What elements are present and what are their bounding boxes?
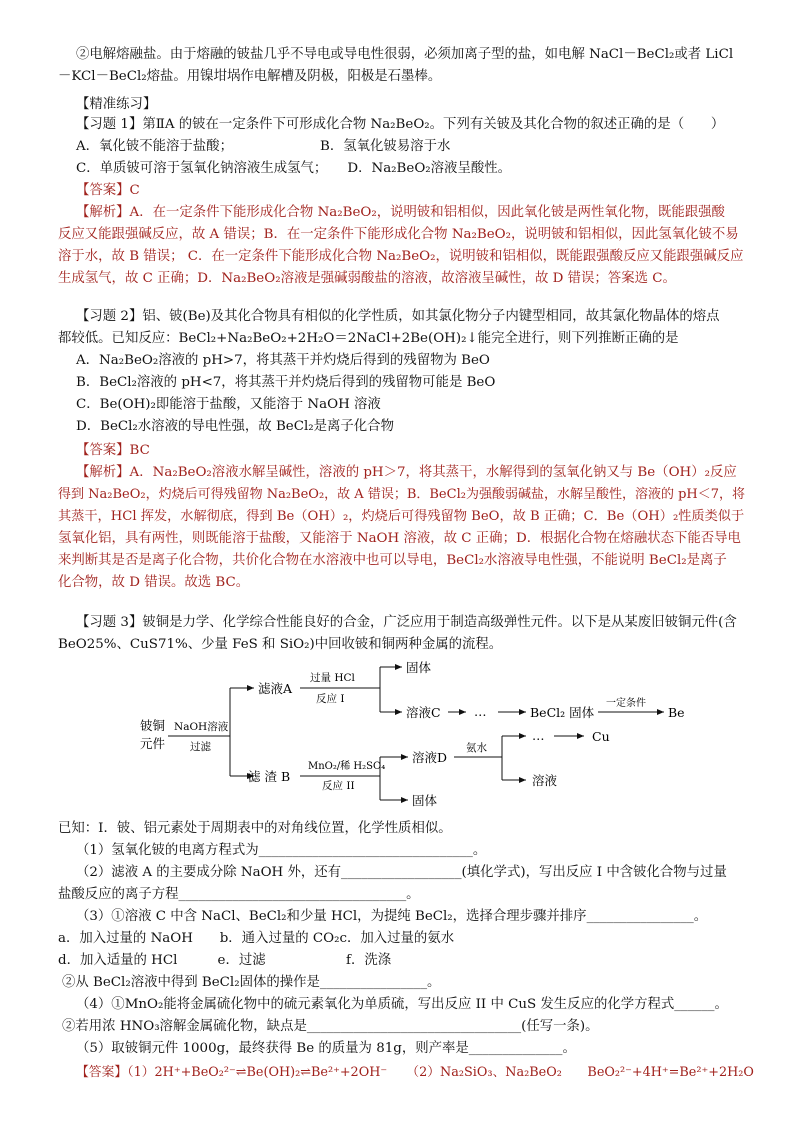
answer-text-line: 【答案】（1）2H⁺+BeO₂²⁻⇌Be(OH)₂⇌Be²⁺+2OH⁻ （2）Na₂SiO₃、Na₂BeO₂ BeO₂²⁻+4H⁺=Be²⁺+2H₂O (76, 1065, 754, 1080)
flow-solution-c: 溶液C (406, 705, 441, 720)
flow-reagent-1-bottom: 反应 I (316, 693, 345, 705)
question-text-line: （3）①溶液 C 中含 NaCl、BeCl₂和少量 HCl，为提纯 BeCl₂，选择合理步骤并排序________________。 (76, 909, 708, 924)
question-text-line: ②若用浓 HNO₃溶解金属硫化物，缺点是________________________________(任写一条)。 (62, 1019, 599, 1034)
flow-reagent-2-top: MnO₂/稀 H₂SO₄ (308, 761, 386, 772)
text-line: BeO25%、CuS71%、少量 FeS 和 SiO₂)中回收铍和铜两种金属的流程。 (58, 637, 503, 652)
answer-text-line: 【解析】A．在一定条件下能形成化合物 Na₂BeO₂，说明铍和铝相似，因此氧化铍是两性氧化物，既能跟强酸 (76, 205, 725, 220)
flow-filtrate-a: 滤液A (258, 681, 293, 696)
flow-reagent-2-bottom: 反应 II (322, 780, 355, 792)
flow-be: Be (668, 705, 685, 720)
answer-text-line: 氢氧化铝，具有两性，则既能溶于盐酸，又能溶于 NaOH 溶液，故 C 正确；D．根据化合物在熔融状态下能否导电 (58, 531, 741, 546)
flow-cu: Cu (592, 729, 610, 744)
flow-solution-d: 溶液D (412, 750, 448, 765)
answer-text-line: 得到 Na₂BeO₂，灼烧后可得残留物 Na₂BeO₂，故 A 错误；B．BeCl₂为强酸弱碱盐，水解呈酸性，溶液的 pH＜7，将 (58, 487, 746, 502)
answer-text-line: 其蒸干，HCl 挥发，水解彻底，得到 Be（OH）₂，灼烧后可得残留物 BeO，故 B 正确；C．Be（OH）₂性质类似于 (58, 509, 745, 524)
text-line: D．BeCl₂水溶液的导电性强，故 BeCl₂是离子化合物 (76, 419, 394, 434)
answer-text-line: 来判断其是否是离子化合物，共价化合物在水溶液中也可以导电，BeCl₂水溶液导电性强，不能说明 BeCl₂是离子 (58, 553, 727, 568)
answer-text-line: 化合物，故 D 错误。故选 BC。 (58, 575, 250, 590)
text-line: B．BeCl₂溶液的 pH<7，将其蒸干并灼烧后得到的残留物可能是 BeO (76, 375, 496, 390)
question-text-line: （4）①MnO₂能将金属硫化物中的硫元素氧化为单质硫，写出反应 II 中 CuS 发生反应的化学方程式______。 (76, 997, 728, 1012)
answer-text-line: 【解析】A．Na₂BeO₂溶液水解呈碱性，溶液的 pH＞7，将其蒸干，水解得到的氢氧化钠又与 Be（OH）₂反应 (76, 465, 737, 480)
flow-step1-bottom: 过滤 (190, 741, 211, 753)
question-text-line: 已知：I．铍、铝元素处于周期表中的对角线位置，化学性质相似。 (58, 821, 452, 836)
question-text-line: a．加入过量的 NaOH b．通入过量的 CO₂c．加入过量的氨水 (58, 931, 455, 946)
answer-text-line: 【答案】BC (76, 443, 150, 458)
flow-step1-top: NaOH溶液 (174, 721, 229, 733)
text-line: 【习题 1】第ⅡA 的铍在一定条件下可形成化合物 Na₂BeO₂。下列有关铍及其化合物的叙述正确的是（ ） (76, 117, 725, 132)
answer-text-line: 【答案】C (76, 183, 140, 198)
question-text-line: （5）取铍铜元件 1000g，最终获得 Be 的质量为 81g，则产率是______________。 (76, 1041, 576, 1056)
flow-solid-1: 固体 (406, 660, 432, 675)
question-text-line: （1）氢氧化铍的电离方程式为________________________________。 (76, 843, 487, 858)
text-line: 【习题 2】铝、铍(Be)及其化合物具有相似的化学性质，如其氯化物分子内键型相同，故其氯化物晶体的熔点 (76, 309, 720, 324)
text-line: C．Be(OH)₂即能溶于盐酸，又能溶于 NaOH 溶液 (76, 397, 381, 412)
flow-residue-b: 滤 渣 B (248, 769, 291, 784)
question-text-line: 盐酸反应的离子方程__________________________________。 (58, 887, 420, 902)
flow-dots-1: … (474, 704, 487, 719)
flow-dots-2: … (532, 728, 545, 743)
flow-reagent-1-top: 过量 HCl (310, 672, 355, 684)
text-line: A．氧化铍不能溶于盐酸； B．氢氧化铍易溶于水 (76, 139, 451, 154)
question-text-line: d．加入适量的 HCl e．过滤 f．洗涤 (58, 953, 392, 968)
flow-becl2-solid: BeCl₂ 固体 (530, 705, 595, 720)
text-line: 都较低。已知反应：BeCl₂+Na₂BeO₂+2H₂O＝2NaCl+2Be(OH)₂↓能完全进行，则下列推断正确的是 (58, 331, 679, 346)
flow-condition: 一定条件 (606, 698, 646, 709)
text-line: A．Na₂BeO₂溶液的 pH>7，将其蒸干并灼烧后得到的残留物为 BeO (76, 353, 490, 368)
flow-ammonia: 氨水 (466, 742, 487, 754)
flow-source: 铍铜 (140, 718, 166, 733)
flow-solution: 溶液 (532, 773, 558, 788)
text-line: －KCl－BeCl₂熔盐。用镍坩埚作电解槽及阴极，阳极是石墨棒。 (58, 69, 442, 84)
flow-solid-2: 固体 (412, 793, 438, 808)
answer-text-line: 溶于水，故 B 错误； C．在一定条件下能形成化合物 Na₂BeO₂，说明铍和铝相似，既能跟强酸反应又能跟强碱反应 (58, 249, 744, 264)
flow-source-2: 元件 (140, 736, 166, 751)
text-line: 【习题 3】铍铜是力学、化学综合性能良好的合金，广泛应用于制造高级弹性元件。以下是从某废旧铍铜元件(含 (76, 615, 737, 630)
question-text-line: （2）滤液 A 的主要成分除 NaOH 外，还有__________________(填化学式)，写出反应 I 中含铍化合物与过量 (76, 865, 727, 880)
text-line: ②电解熔融盐。由于熔融的铍盐几乎不导电或导电性很弱，必须加离子型的盐，如电解 NaCl－BeCl₂或者 LiCl (76, 47, 734, 62)
answer-text-line: 生成氢气，故 C 正确；D．Na₂BeO₂溶液是强碱弱酸盐的溶液，故溶液呈碱性，故 D 错误；答案选 C。 (58, 271, 676, 286)
text-line: C．单质铍可溶于氢氧化钠溶液生成氢气； D．Na₂BeO₂溶液呈酸性。 (76, 161, 512, 176)
flow-diagram (130, 658, 730, 813)
answer-text-line: 反应又能跟强碱反应，故 A 错误；B．在一定条件下能形成化合物 Na₂BeO₂，说明铍和铝相似，因此氢氧化铍不易 (58, 227, 739, 242)
question-text-line: ②从 BeCl₂溶液中得到 BeCl₂固体的操作是________________。 (62, 975, 441, 990)
text-line: 【精准练习】 (76, 97, 157, 112)
